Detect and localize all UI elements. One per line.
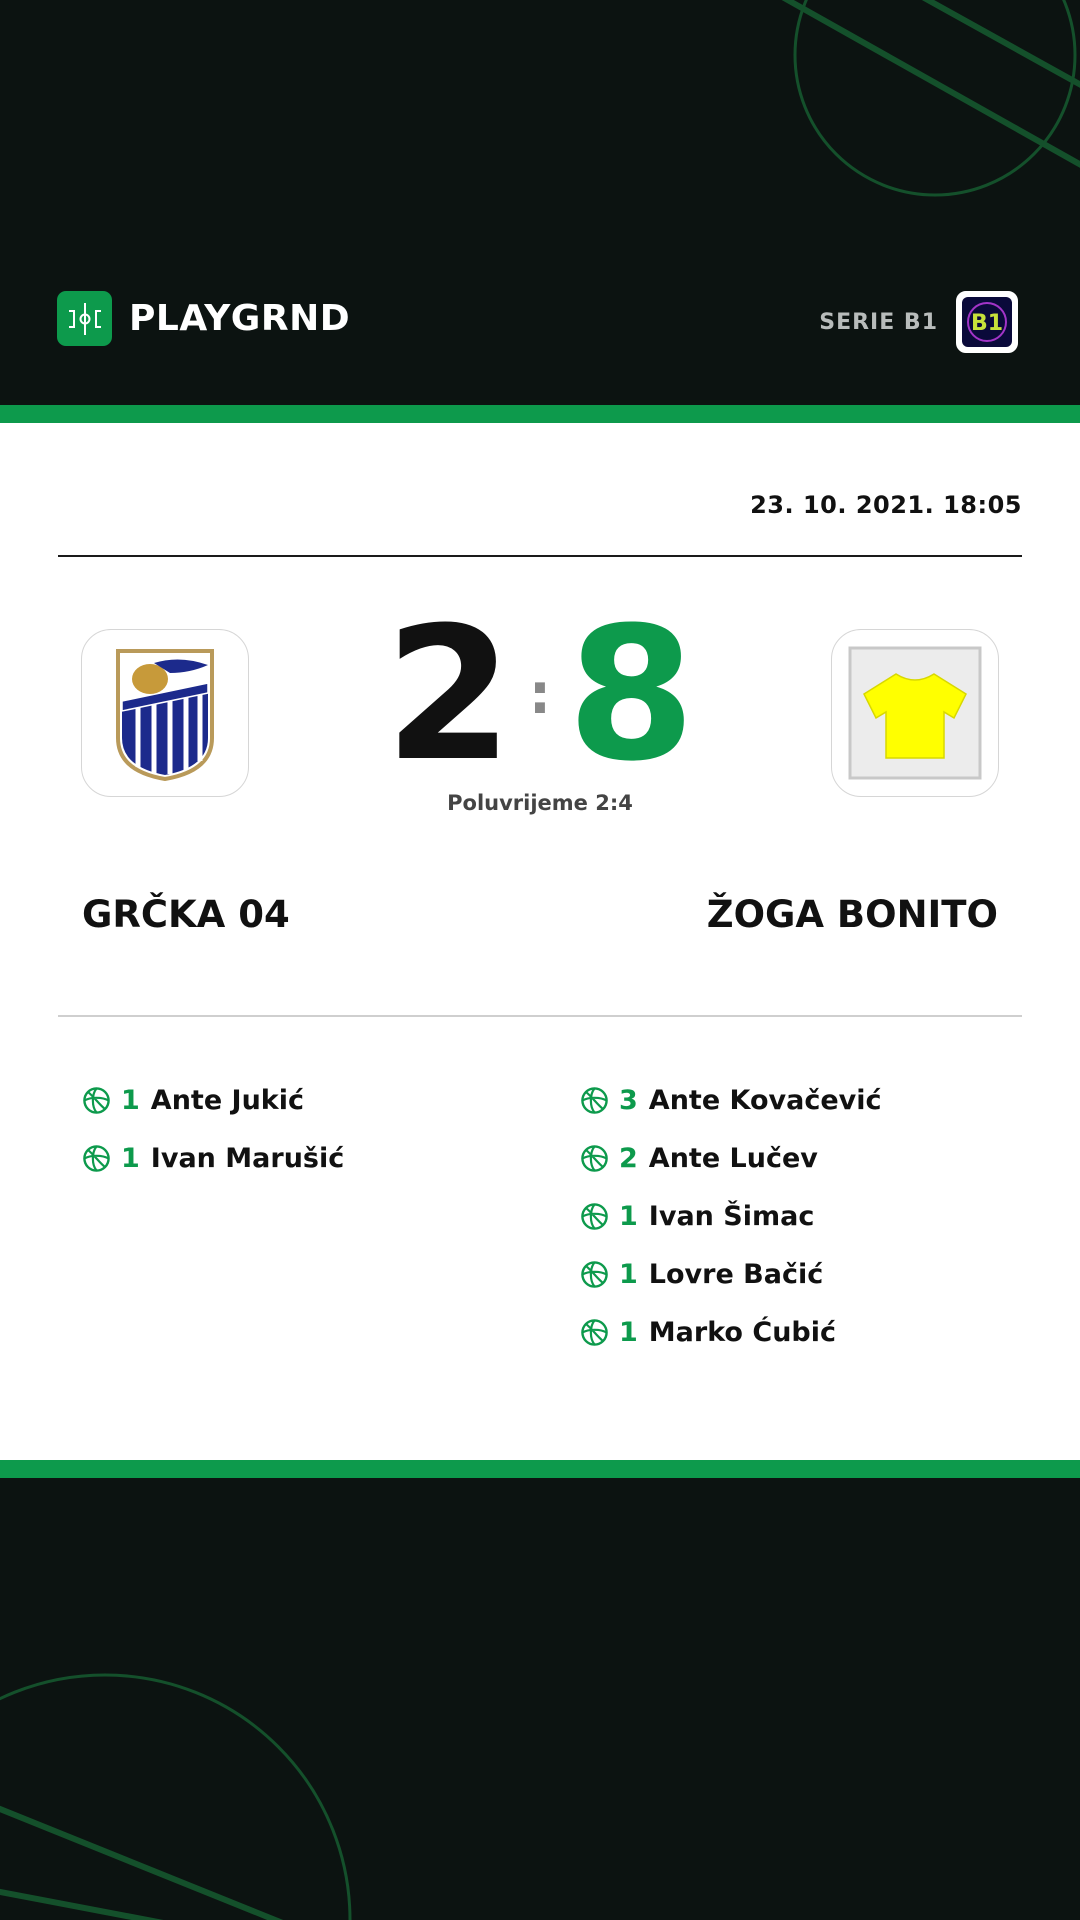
away-score: 8 (567, 588, 696, 802)
scorer-item (82, 1129, 344, 1187)
goal-count: 1 (619, 1258, 638, 1290)
home-team-name: GRČKA 04 (82, 893, 290, 936)
goal-count: 1 (121, 1084, 140, 1116)
away-team-name: ŽOGA BONITO (706, 893, 998, 936)
league-badge-text: B1 (970, 311, 1004, 336)
brand-name: PLAYGRND (129, 298, 351, 339)
scorer-name: Lovre Bačić (648, 1258, 824, 1290)
scorer-name: Ivan Marušić (150, 1142, 345, 1174)
goal-count: 3 (619, 1084, 638, 1116)
away-team-crest (831, 629, 999, 797)
match-card (0, 423, 1080, 1460)
scorer-item (580, 1071, 882, 1129)
league (819, 291, 1018, 353)
scorer-name: Ante Jukić (150, 1084, 305, 1116)
away-scorers-list (580, 1071, 882, 1361)
league-badge (956, 291, 1018, 353)
halftime-score: Poluvrijeme 2:4 (447, 791, 633, 815)
scorer-item (580, 1129, 882, 1187)
header (0, 0, 1080, 405)
goal-count: 1 (619, 1316, 638, 1348)
ball-icon (580, 1144, 609, 1173)
ball-icon (580, 1260, 609, 1289)
home-score: 2 (384, 588, 513, 802)
yellow-jersey-icon (848, 646, 982, 780)
scorer-name: Ante Kovačević (648, 1084, 882, 1116)
ball-icon (82, 1144, 111, 1173)
scorer-item (580, 1187, 882, 1245)
accent-stripe-bottom (0, 1460, 1080, 1478)
divider (58, 1015, 1022, 1017)
goal-count: 1 (121, 1142, 140, 1174)
scorer-item (580, 1303, 882, 1361)
ball-icon (82, 1086, 111, 1115)
accent-stripe-top (0, 405, 1080, 423)
brand (57, 291, 350, 346)
league-name: SERIE B1 (819, 309, 938, 335)
ball-icon (580, 1318, 609, 1347)
scorer-item (580, 1245, 882, 1303)
goal-count: 1 (619, 1200, 638, 1232)
ball-icon (580, 1086, 609, 1115)
scorer-name: Ante Lučev (648, 1142, 818, 1174)
score-separator: : (528, 662, 552, 727)
goal-count: 2 (619, 1142, 638, 1174)
match-datetime: 23. 10. 2021. 18:05 (750, 491, 1022, 519)
divider (58, 555, 1022, 557)
home-scorers-list (82, 1071, 344, 1187)
scorer-name: Ivan Šimac (648, 1200, 815, 1232)
scorer-item (82, 1071, 344, 1129)
ball-icon (580, 1202, 609, 1231)
pitch-icon (57, 291, 112, 346)
scorer-name: Marko Ćubić (648, 1316, 837, 1348)
